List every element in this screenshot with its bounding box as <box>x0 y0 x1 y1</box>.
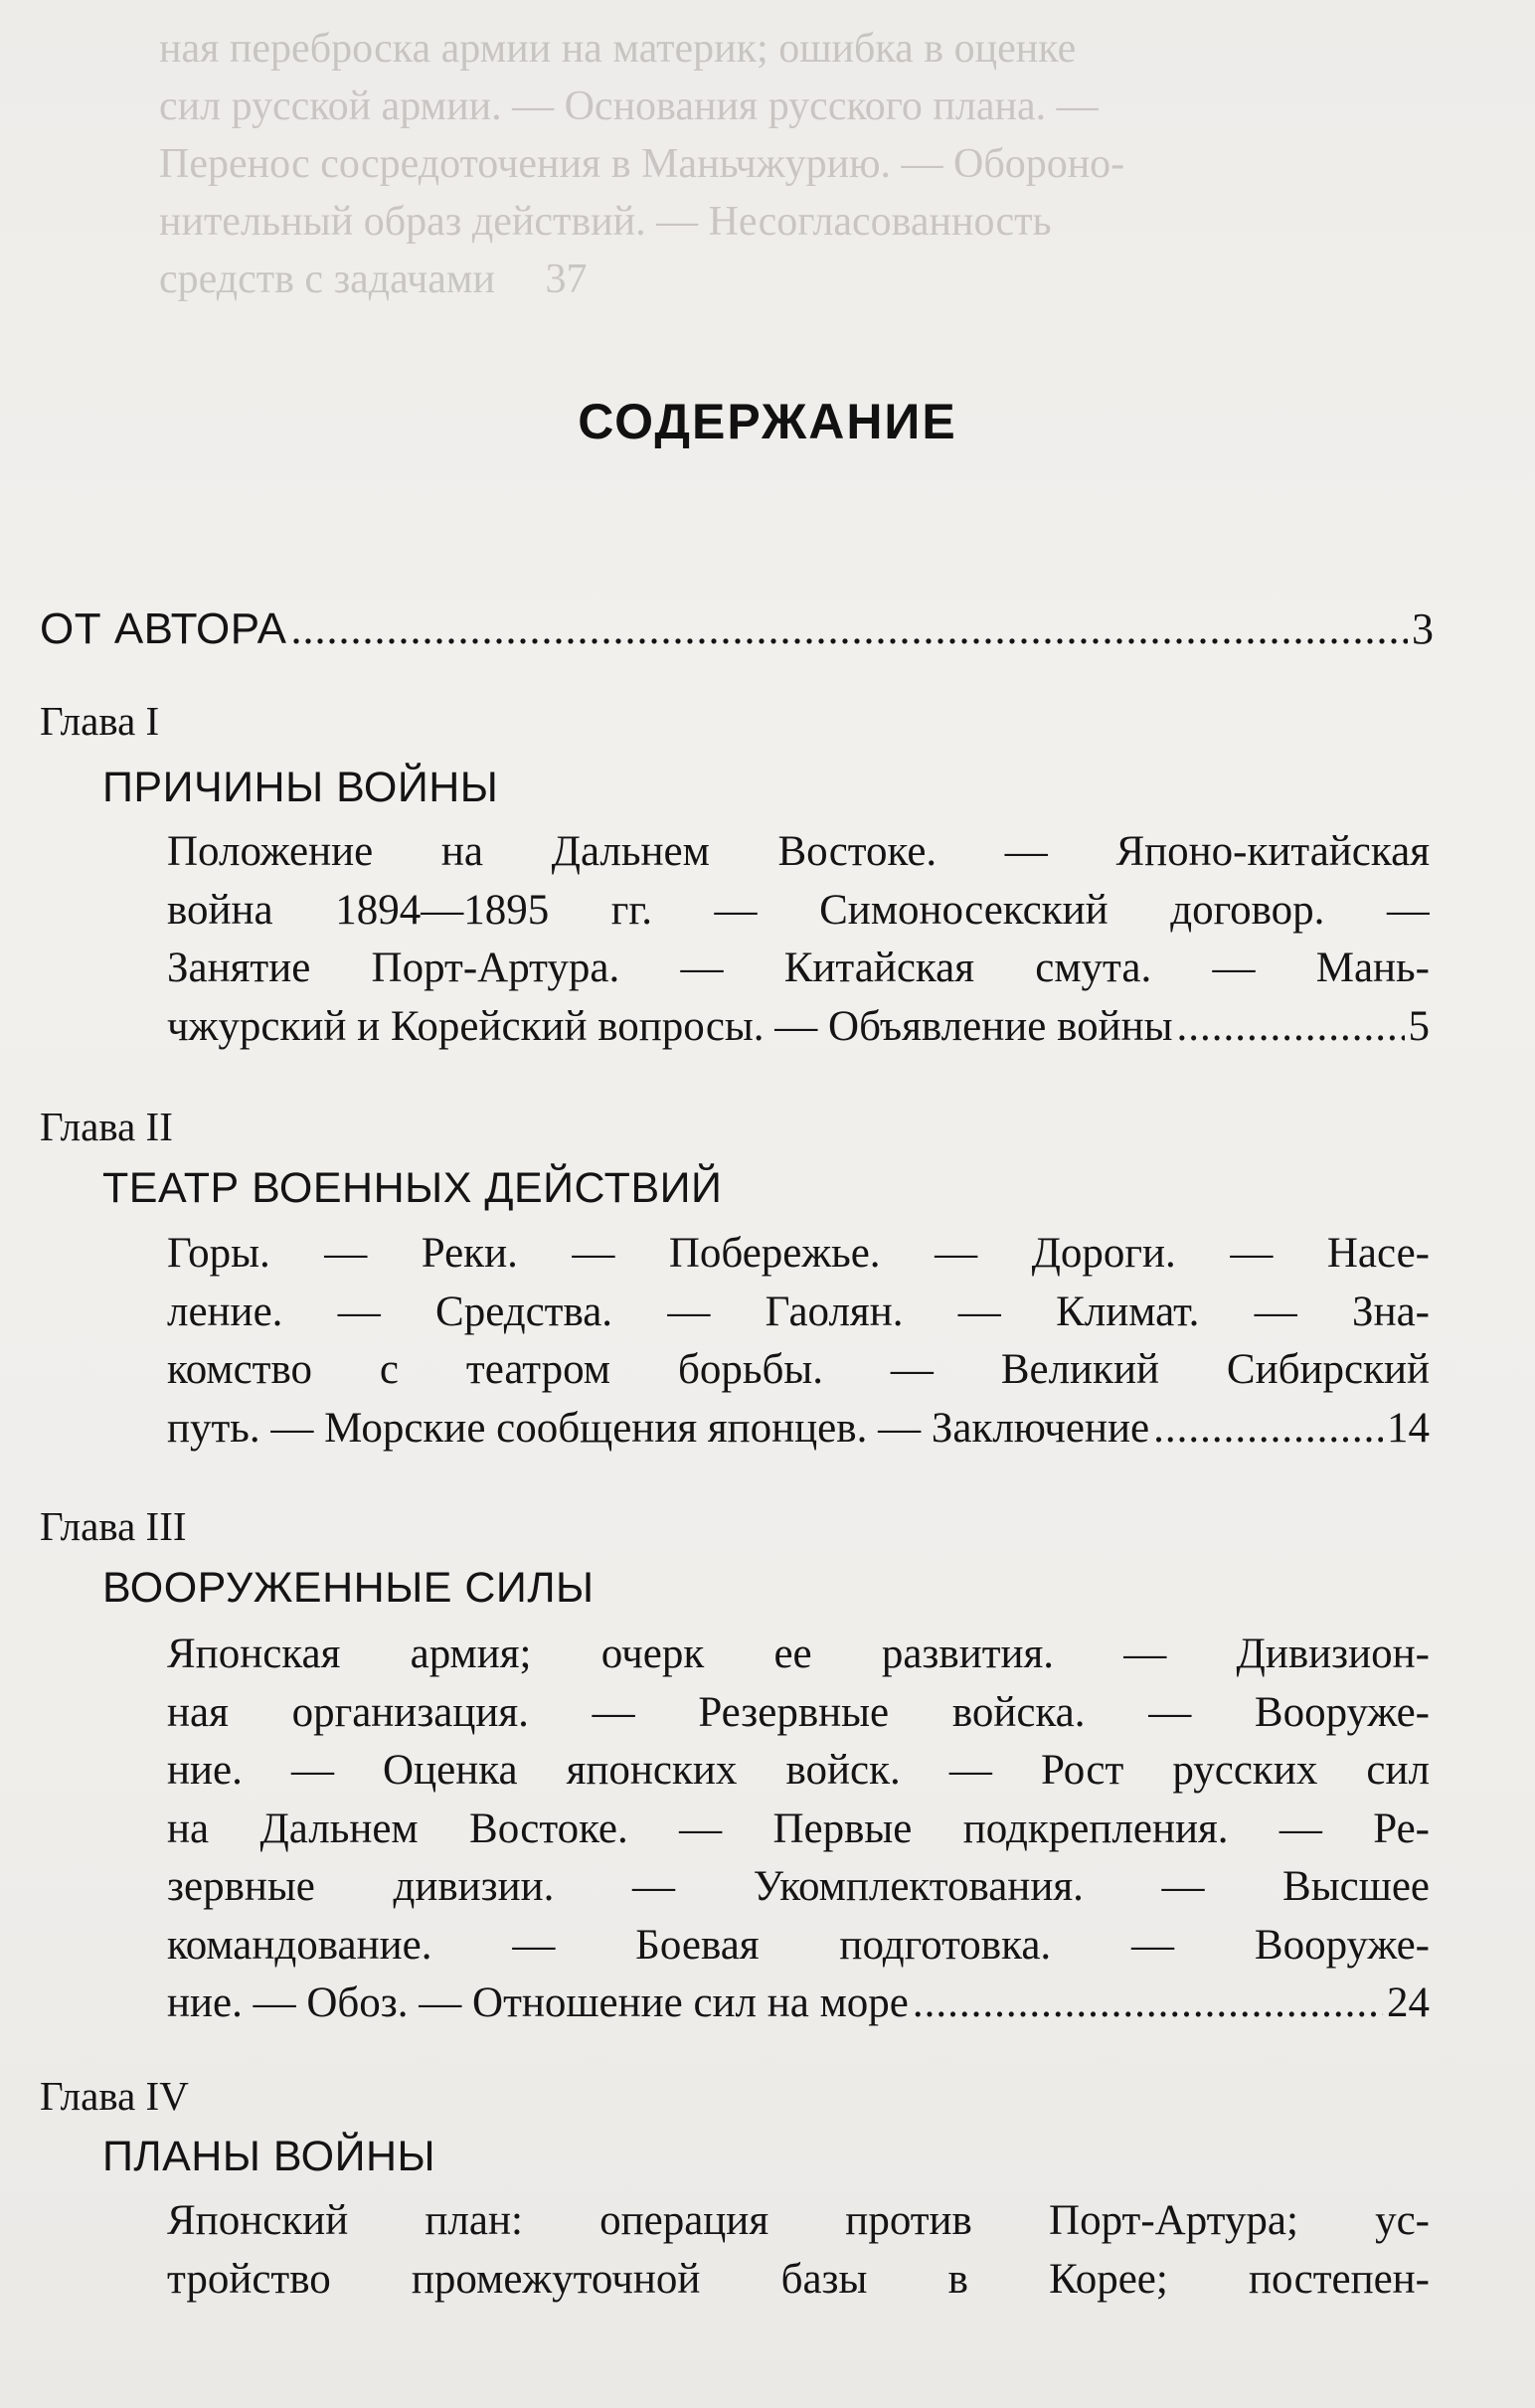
description-line: Японский план: операция против Порт-Артура; ус- <box>167 2197 1430 2244</box>
chapter-description <box>167 2192 1430 2309</box>
dot-leader <box>1153 1400 1383 1459</box>
toc-page-number: 14 <box>1387 1404 1430 1452</box>
description-line: ная организация. — Резервные войска. — Вооруже- <box>167 1688 1430 1736</box>
description-line: война 1894—1895 гг. — Симоносекский договор. — <box>167 886 1430 934</box>
description-line: Японская армия; очерк ее развития. — Дивизион- <box>167 1631 1430 1677</box>
bleed-line: сил русской армии. — Основания русского плана. — <box>159 84 1099 129</box>
toc-page-number: 24 <box>1387 1979 1430 2026</box>
bleed-page-number: 37 <box>545 257 588 302</box>
description-line: Занятие Порт-Артура. — Китайская смута. — Мань- <box>167 945 1430 991</box>
bleed-line: ная переброска армии на материк; ошибка в оценке <box>159 26 1077 72</box>
bleed-line: средств с задачами <box>159 257 495 302</box>
dot-leader <box>1177 998 1405 1057</box>
description-line: командование. — Боевая подготовка. — Вооруже- <box>167 1921 1430 1969</box>
page-title: СОДЕРЖАНИЕ <box>578 394 957 449</box>
dot-leader <box>913 1975 1383 2033</box>
chapter-description <box>167 1225 1430 1458</box>
description-line: ние. — Обоз. — Отношение сил на море <box>167 1979 909 2026</box>
toc-entry-title: ОТ АВТОРА <box>40 604 287 653</box>
toc-entry-author <box>40 602 1434 657</box>
bleed-line: нительный образ действий. — Несогласованность <box>159 199 1052 245</box>
description-line: комство с театром борьбы. — Великий Сибирский <box>167 1346 1430 1393</box>
bleed-line: Перенос сосредоточения в Маньчжурию. — Обороно- <box>159 141 1125 187</box>
chapter-description <box>167 823 1430 1056</box>
chapter-label: Глава IV <box>40 2073 189 2119</box>
description-line: тройство промежуточной базы в Корее; постепен- <box>167 2255 1430 2303</box>
description-line: ление. — Средства. — Гаолян. — Климат. — Зна- <box>167 1288 1430 1335</box>
chapter-description <box>167 1626 1430 2033</box>
toc-page-number: 3 <box>1412 604 1434 653</box>
toc-page-number: 5 <box>1408 1002 1430 1050</box>
description-line: на Дальнем Востоке. — Первые подкрепления. — Ре- <box>167 1805 1430 1852</box>
chapter-title: ПРИЧИНЫ ВОЙНЫ <box>102 764 499 811</box>
description-line: чжурский и Корейский вопросы. — Объявление войны <box>167 1002 1173 1050</box>
description-line: Положение на Дальнем Востоке. — Японо-китайская <box>167 828 1430 875</box>
description-line: ние. — Оценка японских войск. — Рост русских сил <box>167 1747 1430 1794</box>
chapter-label: Глава II <box>40 1104 173 1149</box>
chapter-label: Глава III <box>40 1503 187 1549</box>
description-line: путь. — Морские сообщения японцев. — Заключение <box>167 1404 1150 1452</box>
description-line: Горы. — Реки. — Побережье. — Дороги. — Насе- <box>167 1230 1430 1277</box>
chapter-title: ПЛАНЫ ВОЙНЫ <box>102 2133 436 2180</box>
description-line: зервные дивизии. — Укомплектования. — Высшее <box>167 1863 1430 1910</box>
chapter-title: ТЕАТР ВОЕННЫХ ДЕЙСТВИЙ <box>102 1164 723 1212</box>
bleed-through-text <box>159 20 1302 308</box>
chapter-title: ВООРУЖЕННЫЕ СИЛЫ <box>102 1564 595 1612</box>
dot-leader <box>290 602 1408 657</box>
chapter-label: Глава I <box>40 698 160 744</box>
